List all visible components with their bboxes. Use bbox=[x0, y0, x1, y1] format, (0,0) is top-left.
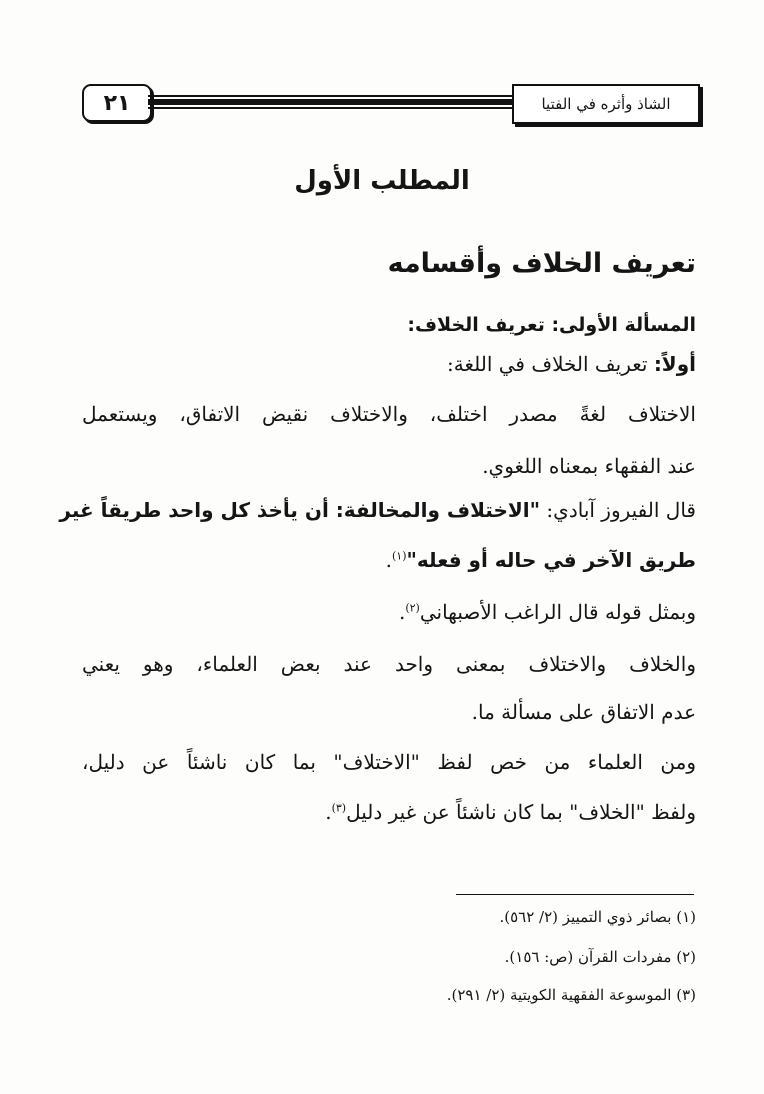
paragraph-text: وبمثل قوله قال الراغب الأصبهاني bbox=[419, 600, 696, 624]
footnote-separator bbox=[456, 894, 694, 895]
paragraph-line: ومن العلماء من خص لفظ "الاختلاف" بما كان ناشئاً عن دليل، bbox=[82, 750, 696, 774]
quote-line bbox=[386, 548, 696, 572]
running-header-title: الشاذ وأثره في الفتيا bbox=[512, 84, 700, 124]
first-point-line bbox=[447, 352, 696, 376]
paragraph-line bbox=[325, 800, 696, 824]
paragraph-line: عند الفقهاء بمعناه اللغوي. bbox=[482, 454, 696, 478]
quote-text: طريق الآخر في حاله أو فعله" bbox=[406, 548, 696, 572]
issue-heading: المسألة الأولى: تعريف الخلاف: bbox=[407, 314, 696, 336]
section-title: المطلب الأول bbox=[294, 166, 470, 196]
footnote: (١) بصائر ذوي التمييز (٢/ ٥٦٢). bbox=[499, 908, 696, 926]
first-text: تعريف الخلاف في اللغة: bbox=[447, 352, 654, 376]
header-rule bbox=[148, 107, 512, 109]
chapter-title: تعريف الخلاف وأقسامه bbox=[387, 248, 696, 279]
header-rule bbox=[148, 95, 512, 97]
paragraph-line: والخلاف والاختلاف بمعنى واحد عند بعض العلماء، وهو يعني bbox=[82, 652, 696, 676]
footnote-ref: (٣) bbox=[331, 801, 347, 815]
page-number: ٢١ bbox=[82, 84, 152, 122]
punctuation: . bbox=[398, 600, 406, 624]
quote-prefix: قال الفيروز آبادي: bbox=[540, 498, 696, 522]
paragraph-line: عدم الاتفاق على مسألة ما. bbox=[471, 700, 696, 724]
header-rule bbox=[148, 99, 512, 105]
quote-line bbox=[59, 498, 696, 522]
first-label: أولاً: bbox=[653, 352, 696, 376]
footnote-ref: (٢) bbox=[405, 601, 420, 615]
footnote: (٣) الموسوعة الفقهية الكويتية (٢/ ٢٩١). bbox=[446, 986, 696, 1004]
footnote: (٢) مفردات القرآن (ص: ١٥٦). bbox=[504, 948, 696, 966]
paragraph-text: ولفظ "الخلاف" بما كان ناشئاً عن غير دليل bbox=[346, 800, 696, 824]
footnote-ref: (١) bbox=[391, 549, 407, 563]
paragraph-line: الاختلاف لغةً مصدر اختلف، والاختلاف نقيض الاتفاق، ويستعمل bbox=[82, 402, 696, 426]
quote-text: "الاختلاف والمخالفة: أن يأخذ كل واحد طريقاً غير bbox=[59, 498, 541, 522]
punctuation: . bbox=[325, 800, 332, 824]
punctuation: . bbox=[385, 548, 392, 572]
paragraph-line bbox=[399, 600, 696, 624]
